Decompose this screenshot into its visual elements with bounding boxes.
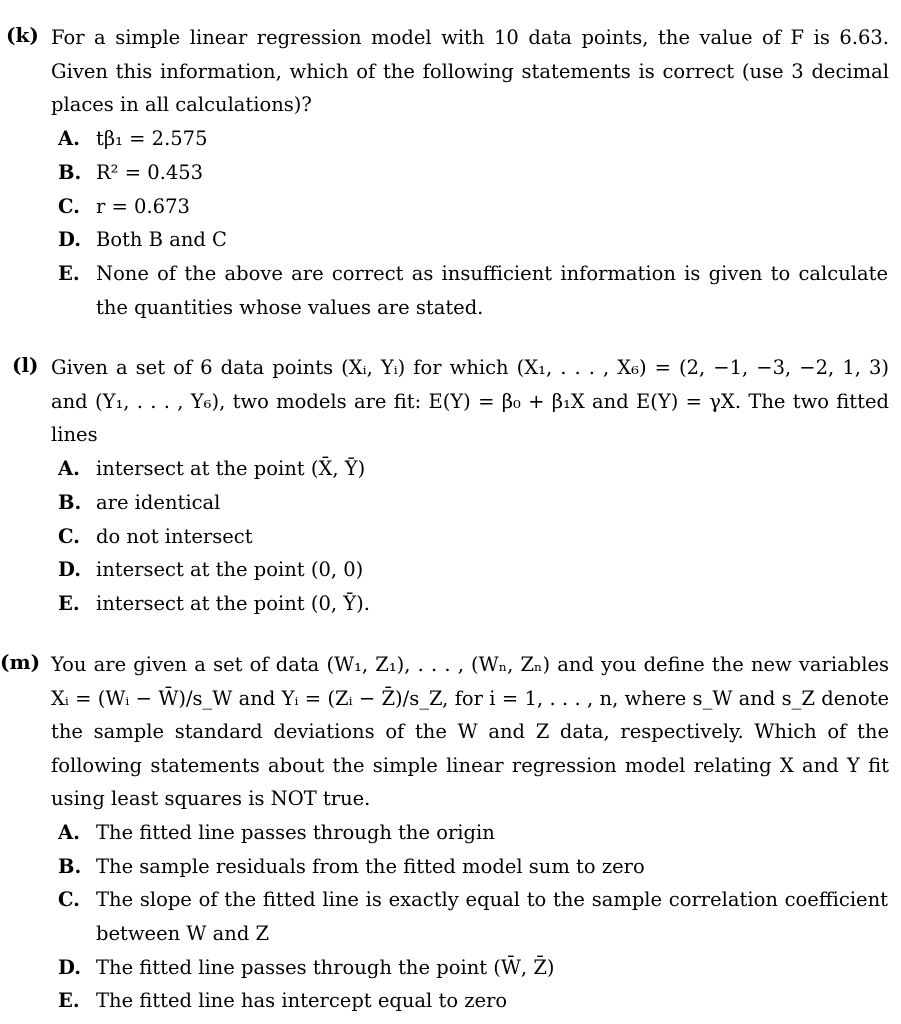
option-text: The fitted line passes through the point (W̄, Z̄) — [96, 956, 555, 979]
option-letter: C. — [58, 525, 80, 548]
option-letter: D. — [58, 956, 82, 979]
option-c[interactable] — [58, 520, 888, 554]
option-d[interactable] — [58, 553, 888, 587]
question-label: (l) — [12, 353, 39, 377]
option-c[interactable] — [58, 190, 888, 224]
option-text: The fitted line passes through the origin — [96, 821, 495, 844]
option-text: Both B and C — [96, 228, 227, 251]
option-text: None of the above are correct as insufficient information is given to calculate the quantities whose values are stated. — [96, 262, 888, 319]
question-stem: For a simple linear regression model with 10 data points, the value of F is 6.63. Given this information, which of the following statements is correct (use 3 decimal places in all calculations)? — [51, 26, 889, 116]
option-letter: D. — [58, 228, 82, 251]
option-text: are identical — [96, 491, 221, 514]
question-label: (m) — [0, 650, 41, 674]
option-e[interactable] — [58, 257, 888, 324]
option-text: do not intersect — [96, 525, 253, 548]
option-letter: B. — [58, 491, 82, 514]
option-text: The slope of the fitted line is exactly equal to the sample correlation coefficient between W and Z — [96, 888, 888, 945]
option-a[interactable] — [58, 816, 888, 850]
option-text: tβ₁ = 2.575 — [96, 127, 208, 150]
option-a[interactable] — [58, 452, 888, 486]
option-text: r = 0.673 — [96, 195, 190, 218]
option-letter: A. — [58, 127, 80, 150]
option-letter: E. — [58, 592, 80, 615]
option-letter: B. — [58, 161, 82, 184]
option-d[interactable] — [58, 223, 888, 257]
option-text: intersect at the point (0, 0) — [96, 558, 364, 581]
option-text: The fitted line has intercept equal to zero — [96, 989, 508, 1012]
option-letter: A. — [58, 821, 80, 844]
option-letter: D. — [58, 558, 82, 581]
option-text: R² = 0.453 — [96, 161, 204, 184]
option-b[interactable] — [58, 486, 888, 520]
option-letter: C. — [58, 195, 80, 218]
option-d[interactable] — [58, 951, 888, 985]
option-letter: C. — [58, 888, 80, 911]
option-a[interactable] — [58, 122, 888, 156]
option-text: intersect at the point (0, Ȳ). — [96, 592, 370, 615]
option-letter: E. — [58, 989, 80, 1012]
question-stem: Given a set of 6 data points (Xᵢ, Yᵢ) for which (X₁, . . . , X₆) = (2, −1, −3, −2, 1, 3) and (Y₁, . . . , Y₆), two models are fit: E(Y) = β₀ + β₁X and E(Y) = γX. The two fitted lines — [51, 356, 889, 446]
option-b[interactable] — [58, 156, 888, 190]
option-b[interactable] — [58, 850, 888, 884]
question-label: (k) — [6, 23, 39, 47]
option-e[interactable] — [58, 587, 888, 621]
option-text: intersect at the point (X̄, Ȳ) — [96, 457, 366, 480]
option-letter: E. — [58, 262, 80, 285]
option-e[interactable] — [58, 984, 888, 1018]
question-stem: You are given a set of data (W₁, Z₁), . . . , (Wₙ, Zₙ) and you define the new variables Xᵢ = (Wᵢ − W̄)/s_W and Yᵢ = (Zᵢ − Z̄)/s_Z, for i = 1, . . . , n, where s_W and s_Z denote the sample standard deviations of the W and Z data, respectively. Which of the following statements about the simple linear regression model relating X and Y fit using least squares is NOT true. — [51, 653, 889, 810]
option-letter: B. — [58, 855, 82, 878]
option-c[interactable] — [58, 883, 888, 950]
option-letter: A. — [58, 457, 80, 480]
option-text: The sample residuals from the fitted model sum to zero — [96, 855, 645, 878]
